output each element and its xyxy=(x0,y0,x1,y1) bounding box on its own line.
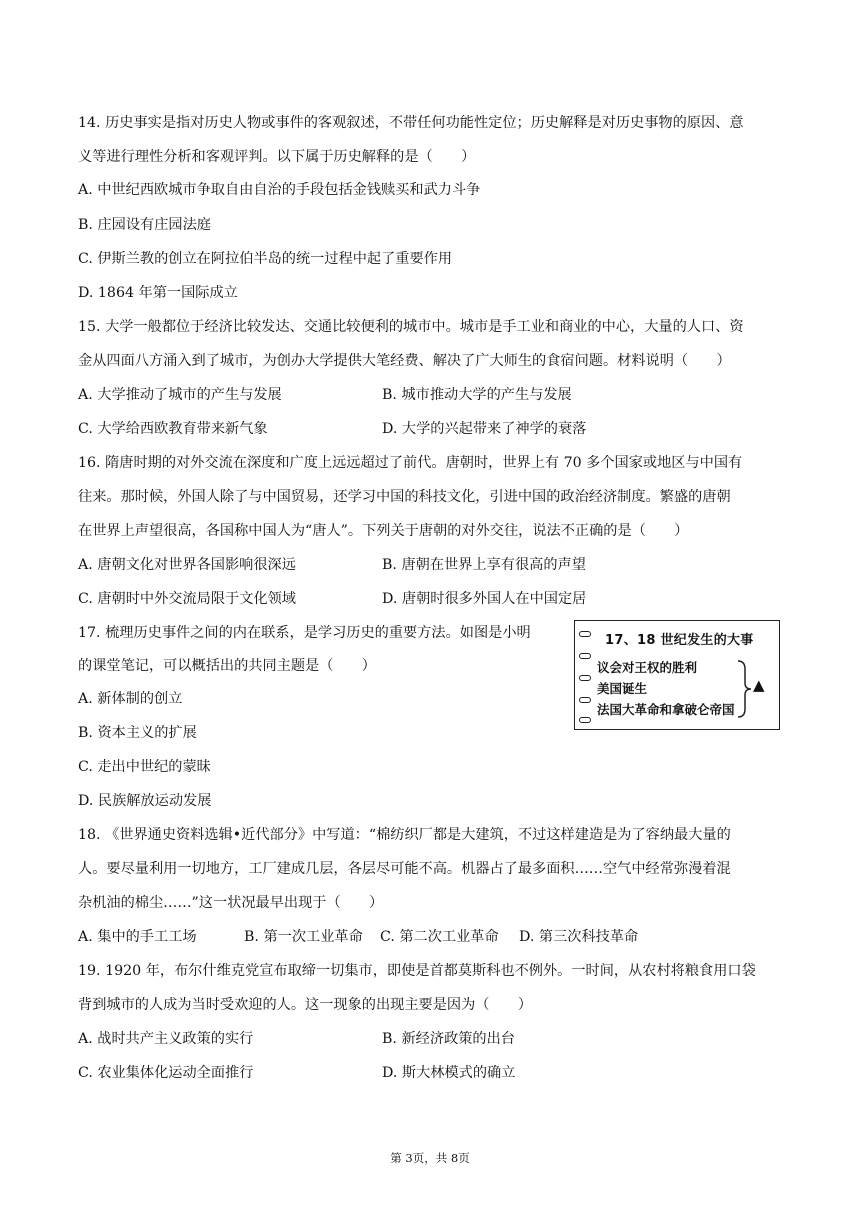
q16-option-c: C. 唐朝时中外交流局限于文化领域 xyxy=(78,591,296,607)
q17-stem-line2: 的课堂笔记，可以概括出的共同主题是（ ） xyxy=(78,658,376,674)
page-footer: 第 3页，共 8页 xyxy=(390,1151,470,1165)
q16-option-d: D. 唐朝时很多外国人在中国定居 xyxy=(382,591,587,607)
notebook-ring-icon xyxy=(579,675,591,681)
q14-option-c: C. 伊斯兰教的创立在阿拉伯半岛的统一过程中起了重要作用 xyxy=(78,251,453,267)
q19-option-c: C. 农业集体化运动全面推行 xyxy=(78,1065,254,1081)
q16-option-b: B. 唐朝在世界上享有很高的声望 xyxy=(382,557,586,573)
q19-option-a: A. 战时共产主义政策的实行 xyxy=(78,1031,254,1047)
figure-item-2: 美国诞生 xyxy=(597,681,648,696)
q19-stem-line2: 背到城市的人成为当时受欢迎的人。这一现象的出现主要是因为（ ） xyxy=(78,997,533,1013)
figure-item-3: 法国大革命和拿破仑帝国 xyxy=(597,702,735,717)
q18-stem-line1: 18. 《世界通史资料选辑•近代部分》中写道：“棉纺织厂都是大建筑，不过这样建造是为了容纳最大量的 xyxy=(78,827,731,843)
q17-notebook-figure xyxy=(574,620,780,730)
q19-option-b: B. 新经济政策的出台 xyxy=(382,1031,515,1047)
q16-stem-line1: 16. 隋唐时期的对外交流在深度和广度上远远超过了前代。唐朝时，世界上有 70 多个国家或地区与中国有 xyxy=(78,455,743,471)
q16-stem-line2: 往来。那时候，外国人除了与中国贸易，还学习中国的科技文化，引进中国的政治经济制度。繁盛的唐朝 xyxy=(78,489,731,505)
q18-option-b: B. 第一次工业革命 xyxy=(244,929,363,945)
q17-option-d: D. 民族解放运动发展 xyxy=(78,793,212,809)
notebook-ring-icon xyxy=(579,717,591,723)
q18-stem-line3: 杂机油的棉尘……”这一状况最早出现于（ ） xyxy=(78,895,384,911)
q18-option-c: C. 第二次工业革命 xyxy=(380,929,499,945)
q14-option-b: B. 庄园设有庄园法庭 xyxy=(78,217,211,233)
q14-stem-line1: 14. 历史事实是指对历史人物或事件的客观叙述，不带任何功能性定位；历史解释是对历史事物的原因、意 xyxy=(78,115,744,131)
figure-title: 17、18 世纪发生的大事 xyxy=(605,633,754,648)
q14-stem-line2: 义等进行理性分析和客观评判。以下属于历史解释的是（ ） xyxy=(78,149,476,165)
q17-option-b: B. 资本主义的扩展 xyxy=(78,725,197,741)
notebook-ring-icon xyxy=(579,697,591,703)
triangle-blank-icon: ▲ xyxy=(753,676,765,694)
q15-stem-line2: 金从四面八方涌入到了城市，为创办大学提供大笔经费、解决了广大师生的食宿问题。材料说明（ ） xyxy=(78,353,731,369)
q15-stem-line1: 15. 大学一般都位于经济比较发达、交通比较便利的城市中。城市是手工业和商业的中心，大量的人口、资 xyxy=(78,319,744,335)
q16-stem-line3: 在世界上声望很高，各国称中国人为“唐人”。下列关于唐朝的对外交往，说法不正确的是（ ） xyxy=(78,523,689,539)
q14-option-d: D. 1864 年第一国际成立 xyxy=(78,285,238,301)
q15-option-c: C. 大学给西欧教育带来新气象 xyxy=(78,421,268,437)
q16-option-a: A. 唐朝文化对世界各国影响很深远 xyxy=(78,557,296,573)
q19-option-d: D. 斯大林模式的确立 xyxy=(382,1065,516,1081)
notebook-ring-icon xyxy=(579,631,591,637)
q17-stem-line1: 17. 梳理历史事件之间的内在联系，是学习历史的重要方法。如图是小明 xyxy=(78,625,531,641)
q18-option-a: A. 集中的手工工场 xyxy=(78,929,197,945)
figure-item-1: 议会对王权的胜利 xyxy=(597,660,698,675)
q17-option-c: C. 走出中世纪的蒙昧 xyxy=(78,759,211,775)
q18-option-d: D. 第三次科技革命 xyxy=(519,929,639,945)
notebook-ring-icon xyxy=(579,653,591,659)
q15-option-d: D. 大学的兴起带来了神学的衰落 xyxy=(382,421,587,437)
q15-option-a: A. 大学推动了城市的产生与发展 xyxy=(78,387,282,403)
q14-option-a: A. 中世纪西欧城市争取自由自治的手段包括金钱赎买和武力斗争 xyxy=(78,182,481,198)
q15-option-b: B. 城市推动大学的产生与发展 xyxy=(382,387,572,403)
q19-stem-line1: 19. 1920 年，布尔什维克党宣布取缔一切集市，即使是首都莫斯科也不例外。一时间，从农村将粮食用口袋 xyxy=(78,963,756,979)
q18-stem-line2: 人。要尽量利用一切地方，工厂建成几层，各层尽可能不高。机器占了最多面积……空气中经常弥漫着混 xyxy=(78,861,731,877)
q17-option-a: A. 新体制的创立 xyxy=(78,691,183,707)
